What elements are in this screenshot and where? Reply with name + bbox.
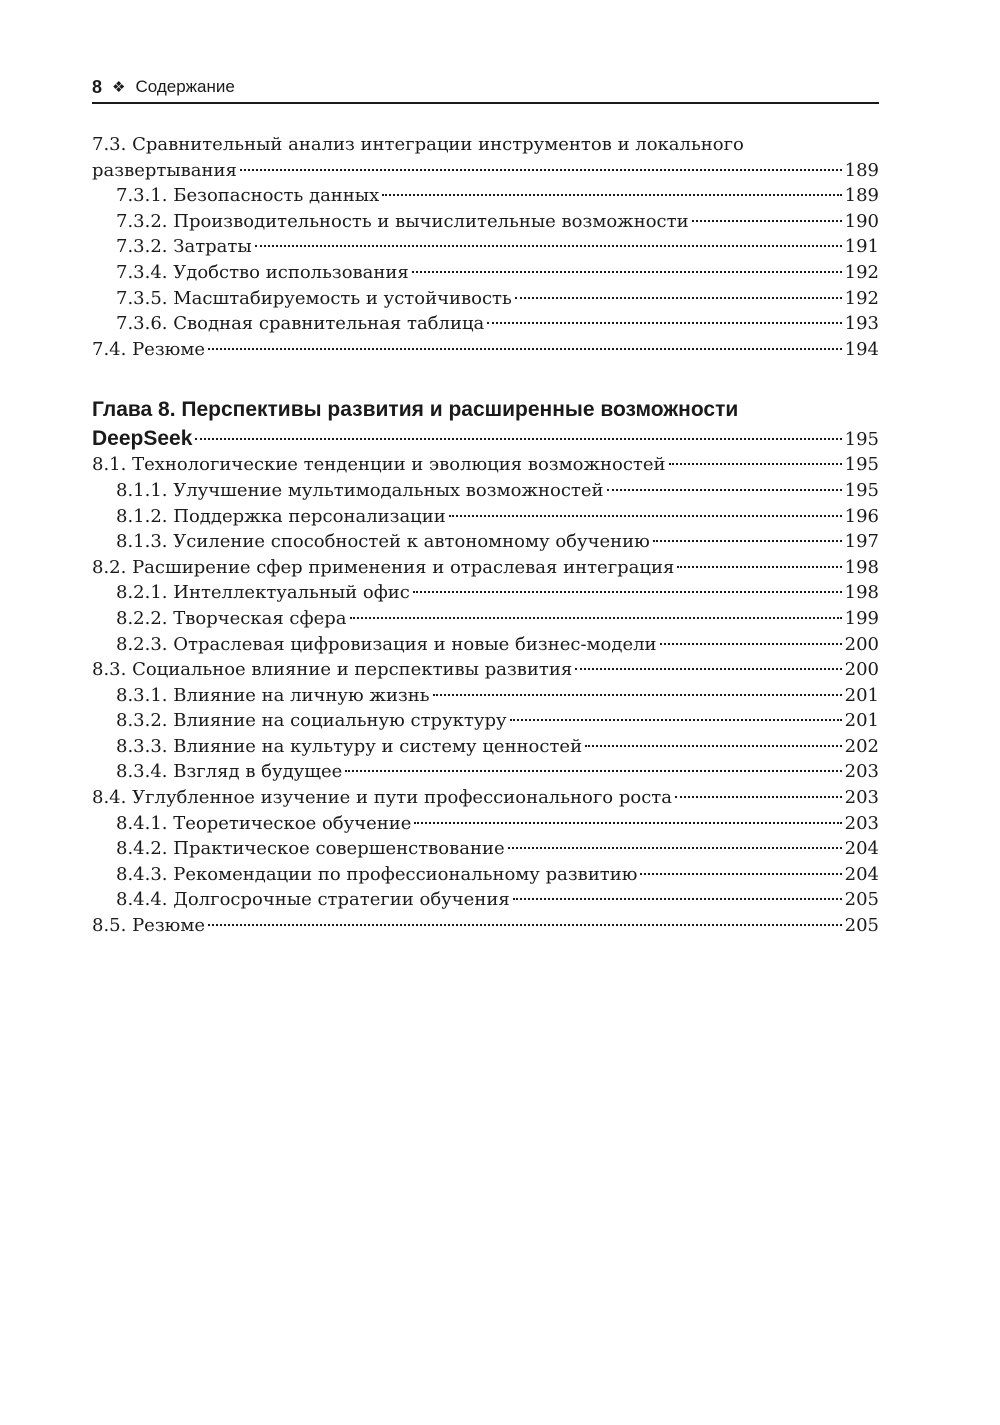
toc-chapter-8[interactable] [92, 425, 879, 452]
toc-page-number: 200 [844, 659, 879, 681]
toc-page-number: 195 [844, 429, 879, 451]
dot-leader [677, 566, 841, 568]
toc-entry-8-3-3[interactable] [92, 734, 879, 760]
table-of-contents [92, 132, 879, 939]
toc-page-number: 201 [844, 710, 879, 732]
dot-leader [675, 796, 842, 798]
toc-entry-title: 7.3.2. Производительность и вычислительные возможности [116, 210, 689, 232]
toc-entry-title: 8.4.1. Теоретическое обучение [116, 812, 412, 834]
toc-page-number: 196 [844, 505, 879, 527]
toc-entry-8-3[interactable] [92, 657, 879, 683]
dot-leader [382, 194, 841, 196]
dot-leader [585, 745, 842, 747]
toc-page-number: 193 [844, 313, 879, 335]
running-title: Содержание [135, 77, 235, 96]
toc-entry-title: 8.2.3. Отраслевая цифровизация и новые бизнес-модели [116, 633, 657, 655]
dot-leader [653, 540, 842, 542]
toc-page-number: 203 [844, 787, 879, 809]
toc-entry-8-2-2[interactable] [92, 606, 879, 632]
dot-leader [433, 694, 842, 696]
toc-entry-7-3-6[interactable] [92, 311, 879, 337]
dot-leader [640, 873, 841, 875]
toc-entry-8-2-3[interactable] [92, 632, 879, 658]
dot-leader [208, 348, 842, 350]
toc-entry-7-3-line1: 7.3. Сравнительный анализ интеграции инструментов и локального [92, 134, 744, 155]
toc-entry-title: 8.1.3. Усиление способностей к автономному обучению [116, 531, 650, 553]
toc-page-number: 191 [844, 236, 879, 258]
toc-page-number: 194 [844, 338, 879, 360]
toc-entry-8-3-2[interactable] [92, 708, 879, 734]
toc-entry-8-1-2[interactable] [92, 504, 879, 530]
toc-entry-title: 7.3.4. Удобство использования [116, 261, 409, 283]
toc-entry-title: 8.1.1. Улучшение мультимодальных возможностей [116, 479, 604, 501]
toc-page-number: 195 [844, 454, 879, 476]
dot-leader [515, 297, 842, 299]
toc-entry-7-3[interactable] [92, 158, 879, 184]
toc-entry-7-3-5[interactable] [92, 286, 879, 312]
toc-entry-title: 8.4. Углубленное изучение и пути профессионального роста [92, 787, 672, 809]
toc-entry-8-2[interactable] [92, 555, 879, 581]
toc-page-number: 201 [844, 684, 879, 706]
toc-entry-title: 8.4.3. Рекомендации по профессиональному развитию [116, 863, 638, 885]
toc-entry-8-4-4[interactable] [92, 887, 879, 913]
toc-page-number: 205 [844, 915, 879, 937]
toc-entry-8-1-3[interactable] [92, 529, 879, 555]
toc-page-number: 202 [844, 735, 879, 757]
toc-page-number: 204 [844, 838, 879, 860]
dot-leader [669, 463, 842, 465]
toc-entry-8-1[interactable] [92, 452, 879, 478]
toc-entry-title: 8.3.4. Взгляд в будущее [116, 761, 343, 783]
dot-leader [208, 924, 842, 926]
toc-entry-8-5[interactable] [92, 913, 879, 939]
toc-entry-title: 7.4. Резюме [92, 338, 205, 360]
toc-entry-title: 8.2.2. Творческая сфера [116, 607, 347, 629]
toc-entry-title: 8.2. Расширение сфер применения и отраслевая интеграция [92, 556, 675, 578]
toc-page-number: 189 [844, 185, 879, 207]
toc-page-number: 192 [844, 261, 879, 283]
toc-page-number: 203 [844, 812, 879, 834]
dot-leader [350, 617, 842, 619]
toc-page-number: 195 [844, 479, 879, 501]
toc-entry-8-4-2[interactable] [92, 836, 879, 862]
toc-entry-title: 7.3.6. Сводная сравнительная таблица [116, 313, 485, 335]
dot-leader [607, 489, 842, 491]
dot-leader [692, 220, 842, 222]
dot-leader [195, 438, 841, 440]
toc-entry-8-4-3[interactable] [92, 862, 879, 888]
toc-entry-title: 8.3.2. Влияние на социальную структуру [116, 710, 507, 732]
toc-page-number: 203 [844, 761, 879, 783]
toc-entry-title: 7.3.1. Безопасность данных [116, 185, 380, 207]
toc-entry-title: 8.1. Технологические тенденции и эволюция возможностей [92, 454, 666, 476]
toc-entry-title: 8.3.1. Влияние на личную жизнь [116, 684, 430, 706]
toc-entry-title: 8.4.2. Практическое совершенствование [116, 838, 505, 860]
dot-leader [513, 898, 842, 900]
toc-entry-title: 8.3.3. Влияние на культуру и систему ценностей [116, 735, 583, 757]
diamond-icon: ❖ [112, 79, 126, 96]
toc-page-number: 200 [844, 633, 879, 655]
toc-entry-8-4-1[interactable] [92, 811, 879, 837]
toc-entry-title: 8.3. Социальное влияние и перспективы развития [92, 659, 573, 681]
dot-leader [510, 719, 842, 721]
running-header [92, 72, 879, 104]
toc-entry-8-3-4[interactable] [92, 759, 879, 785]
toc-entry-7-3-4[interactable] [92, 260, 879, 286]
toc-entry-title: 8.4.4. Долгосрочные стратегии обучения [116, 889, 510, 911]
dot-leader [255, 245, 842, 247]
toc-page-number: 198 [844, 556, 879, 578]
dot-leader [660, 643, 842, 645]
toc-entry-title: 8.1.2. Поддержка персонализации [116, 505, 446, 527]
chapter-8-heading-line1: Глава 8. Перспективы развития и расширенные возможности [92, 398, 739, 422]
toc-page-number: 199 [844, 607, 879, 629]
dot-leader [575, 668, 841, 670]
toc-entry-7-3-1[interactable] [92, 183, 879, 209]
toc-entry-7-4[interactable] [92, 337, 879, 363]
toc-entry-title: 7.3.2. Затраты [116, 236, 252, 258]
dot-leader [414, 822, 841, 824]
toc-entry-8-4[interactable] [92, 785, 879, 811]
toc-page-number: 204 [844, 863, 879, 885]
toc-entry-8-1-1[interactable] [92, 478, 879, 504]
toc-entry-title: развертывания [92, 159, 237, 181]
dot-leader [240, 169, 842, 171]
toc-page-number: 198 [844, 582, 879, 604]
toc-page-number: 205 [844, 889, 879, 911]
toc-entry-title: 8.2.1. Интеллектуальный офис [116, 582, 410, 604]
dot-leader [449, 515, 842, 517]
page-number: 8 [92, 76, 103, 97]
toc-entry-8-2-1[interactable] [92, 580, 879, 606]
toc-page-number: 192 [844, 287, 879, 309]
dot-leader [345, 770, 841, 772]
toc-entry-7-3-2-b[interactable] [92, 234, 879, 260]
dot-leader [487, 322, 841, 324]
toc-entry-8-3-1[interactable] [92, 683, 879, 709]
toc-entry-title: 7.3.5. Масштабируемость и устойчивость [116, 287, 512, 309]
dot-leader [412, 271, 842, 273]
dot-leader [413, 591, 842, 593]
toc-page-number: 197 [844, 531, 879, 553]
dot-leader [508, 847, 842, 849]
toc-page-number: 189 [844, 159, 879, 181]
toc-entry-7-3-2-a[interactable] [92, 209, 879, 235]
chapter-title: DeepSeek [92, 427, 193, 451]
toc-entry-title: 8.5. Резюме [92, 915, 205, 937]
toc-page-number: 190 [844, 210, 879, 232]
